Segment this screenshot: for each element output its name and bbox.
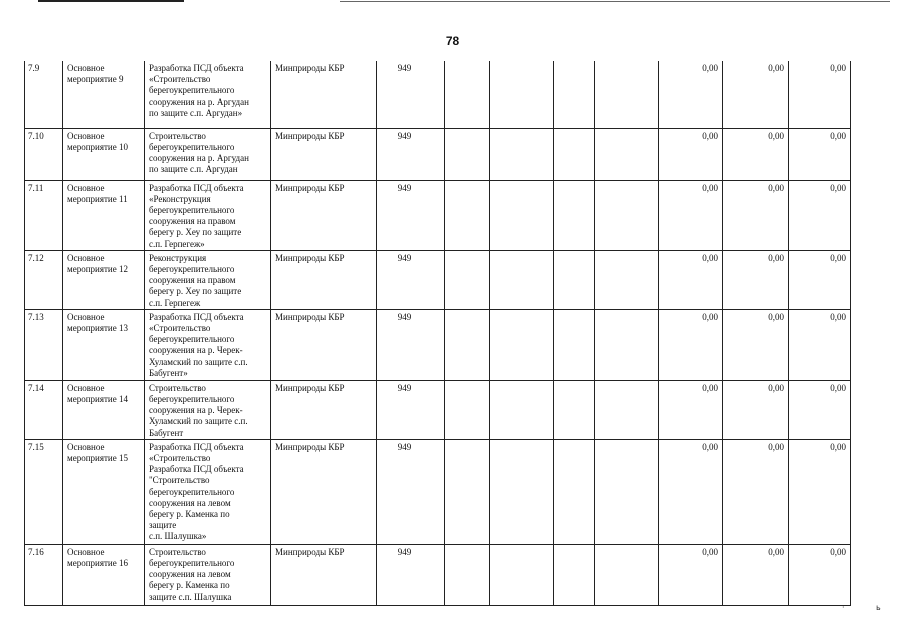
row-executor: Минприроды КБР <box>271 180 377 250</box>
row-value-1: 0,00 <box>659 61 723 128</box>
row-value-1: 0,00 <box>659 380 723 439</box>
table-row <box>25 380 851 439</box>
row-executor: Минприроды КБР <box>271 250 377 309</box>
row-code: 949 <box>377 180 445 250</box>
header-rule-right <box>340 1 890 2</box>
row-description: Разработка ПСД объекта «Строительство Разработка ПСД объекта "Строительство берегоукрепительного сооружения на левом берегу р. Каменка по защите с.п. Шалушка» <box>145 439 271 544</box>
row-code: 949 <box>377 250 445 309</box>
row-value-1: 0,00 <box>659 180 723 250</box>
row-empty-cell <box>554 439 595 544</box>
row-event-name: Основное мероприятие 9 <box>63 61 145 128</box>
row-empty-cell <box>554 544 595 605</box>
row-value-2: 0,00 <box>723 180 789 250</box>
row-empty-cell <box>490 61 554 128</box>
row-value-2: 0,00 <box>723 544 789 605</box>
row-value-3: 0,00 <box>789 61 851 128</box>
row-value-1: 0,00 <box>659 128 723 180</box>
row-description: Строительство берегоукрепительного сооружения на р. Аргудан по защите с.п. Аргудан <box>145 128 271 180</box>
row-executor: Минприроды КБР <box>271 128 377 180</box>
row-empty-cell <box>490 250 554 309</box>
row-empty-cell <box>490 128 554 180</box>
row-empty-cell <box>595 61 659 128</box>
row-value-3: 0,00 <box>789 439 851 544</box>
table-row <box>25 128 851 180</box>
row-code: 949 <box>377 544 445 605</box>
row-empty-cell <box>490 544 554 605</box>
table-row <box>25 544 851 605</box>
row-empty-cell <box>445 439 490 544</box>
row-empty-cell <box>445 309 490 380</box>
row-executor: Минприроды КБР <box>271 380 377 439</box>
row-value-2: 0,00 <box>723 439 789 544</box>
row-value-1: 0,00 <box>659 309 723 380</box>
row-empty-cell <box>554 250 595 309</box>
table-row <box>25 61 851 128</box>
row-event-name: Основное мероприятие 14 <box>63 380 145 439</box>
row-executor: Минприроды КБР <box>271 439 377 544</box>
row-event-name: Основное мероприятие 10 <box>63 128 145 180</box>
row-empty-cell <box>554 128 595 180</box>
row-empty-cell <box>445 544 490 605</box>
row-value-3: 0,00 <box>789 180 851 250</box>
program-table <box>24 61 851 606</box>
row-empty-cell <box>595 380 659 439</box>
row-value-2: 0,00 <box>723 61 789 128</box>
row-number: 7.13 <box>25 309 63 380</box>
row-code: 949 <box>377 128 445 180</box>
row-code: 949 <box>377 380 445 439</box>
row-value-2: 0,00 <box>723 128 789 180</box>
row-description: Реконструкция берегоукрепительного сооружения на правом берегу р. Хеу по защите с.п. Герпегеж <box>145 250 271 309</box>
row-executor: Минприроды КБР <box>271 309 377 380</box>
row-empty-cell <box>595 309 659 380</box>
row-empty-cell <box>554 380 595 439</box>
row-executor: Минприроды КБР <box>271 544 377 605</box>
row-event-name: Основное мероприятие 13 <box>63 309 145 380</box>
row-value-3: 0,00 <box>789 544 851 605</box>
row-empty-cell <box>595 128 659 180</box>
row-empty-cell <box>490 439 554 544</box>
row-empty-cell <box>490 309 554 380</box>
row-event-name: Основное мероприятие 11 <box>63 180 145 250</box>
row-event-name: Основное мероприятие 15 <box>63 439 145 544</box>
row-number: 7.15 <box>25 439 63 544</box>
row-description: Разработка ПСД объекта «Строительство берегоукрепительного сооружения на р. Аргудан по защите с.п. Аргудан» <box>145 61 271 128</box>
row-number: 7.16 <box>25 544 63 605</box>
row-value-1: 0,00 <box>659 544 723 605</box>
row-empty-cell <box>445 128 490 180</box>
scan-mark: ь <box>876 603 881 612</box>
row-value-2: 0,00 <box>723 309 789 380</box>
row-value-3: 0,00 <box>789 250 851 309</box>
row-number: 7.14 <box>25 380 63 439</box>
table-row <box>25 250 851 309</box>
row-number: 7.12 <box>25 250 63 309</box>
scan-mark: · <box>842 603 845 612</box>
row-empty-cell <box>554 309 595 380</box>
row-empty-cell <box>554 61 595 128</box>
row-description: Разработка ПСД объекта «Реконструкция берегоукрепительного сооружения на правом берегу р. Хеу по защите с.п. Герпегеж» <box>145 180 271 250</box>
header-rule-left <box>38 0 184 3</box>
row-empty-cell <box>595 439 659 544</box>
row-empty-cell <box>554 180 595 250</box>
row-code: 949 <box>377 61 445 128</box>
row-empty-cell <box>490 380 554 439</box>
row-empty-cell <box>595 250 659 309</box>
row-number: 7.10 <box>25 128 63 180</box>
row-value-3: 0,00 <box>789 309 851 380</box>
row-empty-cell <box>445 180 490 250</box>
row-empty-cell <box>445 61 490 128</box>
table-row <box>25 180 851 250</box>
row-empty-cell <box>445 250 490 309</box>
row-event-name: Основное мероприятие 16 <box>63 544 145 605</box>
row-value-3: 0,00 <box>789 128 851 180</box>
row-empty-cell <box>490 180 554 250</box>
row-executor: Минприроды КБР <box>271 61 377 128</box>
row-value-1: 0,00 <box>659 439 723 544</box>
table-row <box>25 439 851 544</box>
table-row <box>25 309 851 380</box>
row-event-name: Основное мероприятие 12 <box>63 250 145 309</box>
row-code: 949 <box>377 309 445 380</box>
page-number: 78 <box>445 34 460 48</box>
row-description: Разработка ПСД объекта «Строительство берегоукрепительного сооружения на р. Черек- Хуламский по защите с.п. Бабугент» <box>145 309 271 380</box>
row-description: Строительство берегоукрепительного сооружения на р. Черек- Хуламский по защите с.п. Бабугент <box>145 380 271 439</box>
row-number: 7.11 <box>25 180 63 250</box>
row-value-2: 0,00 <box>723 250 789 309</box>
row-empty-cell <box>595 180 659 250</box>
row-number: 7.9 <box>25 61 63 128</box>
row-value-1: 0,00 <box>659 250 723 309</box>
row-code: 949 <box>377 439 445 544</box>
row-value-3: 0,00 <box>789 380 851 439</box>
row-empty-cell <box>595 544 659 605</box>
row-empty-cell <box>445 380 490 439</box>
row-description: Строительство берегоукрепительного сооружения на левом берегу р. Каменка по защите с.п. Шалушка <box>145 544 271 605</box>
row-value-2: 0,00 <box>723 380 789 439</box>
